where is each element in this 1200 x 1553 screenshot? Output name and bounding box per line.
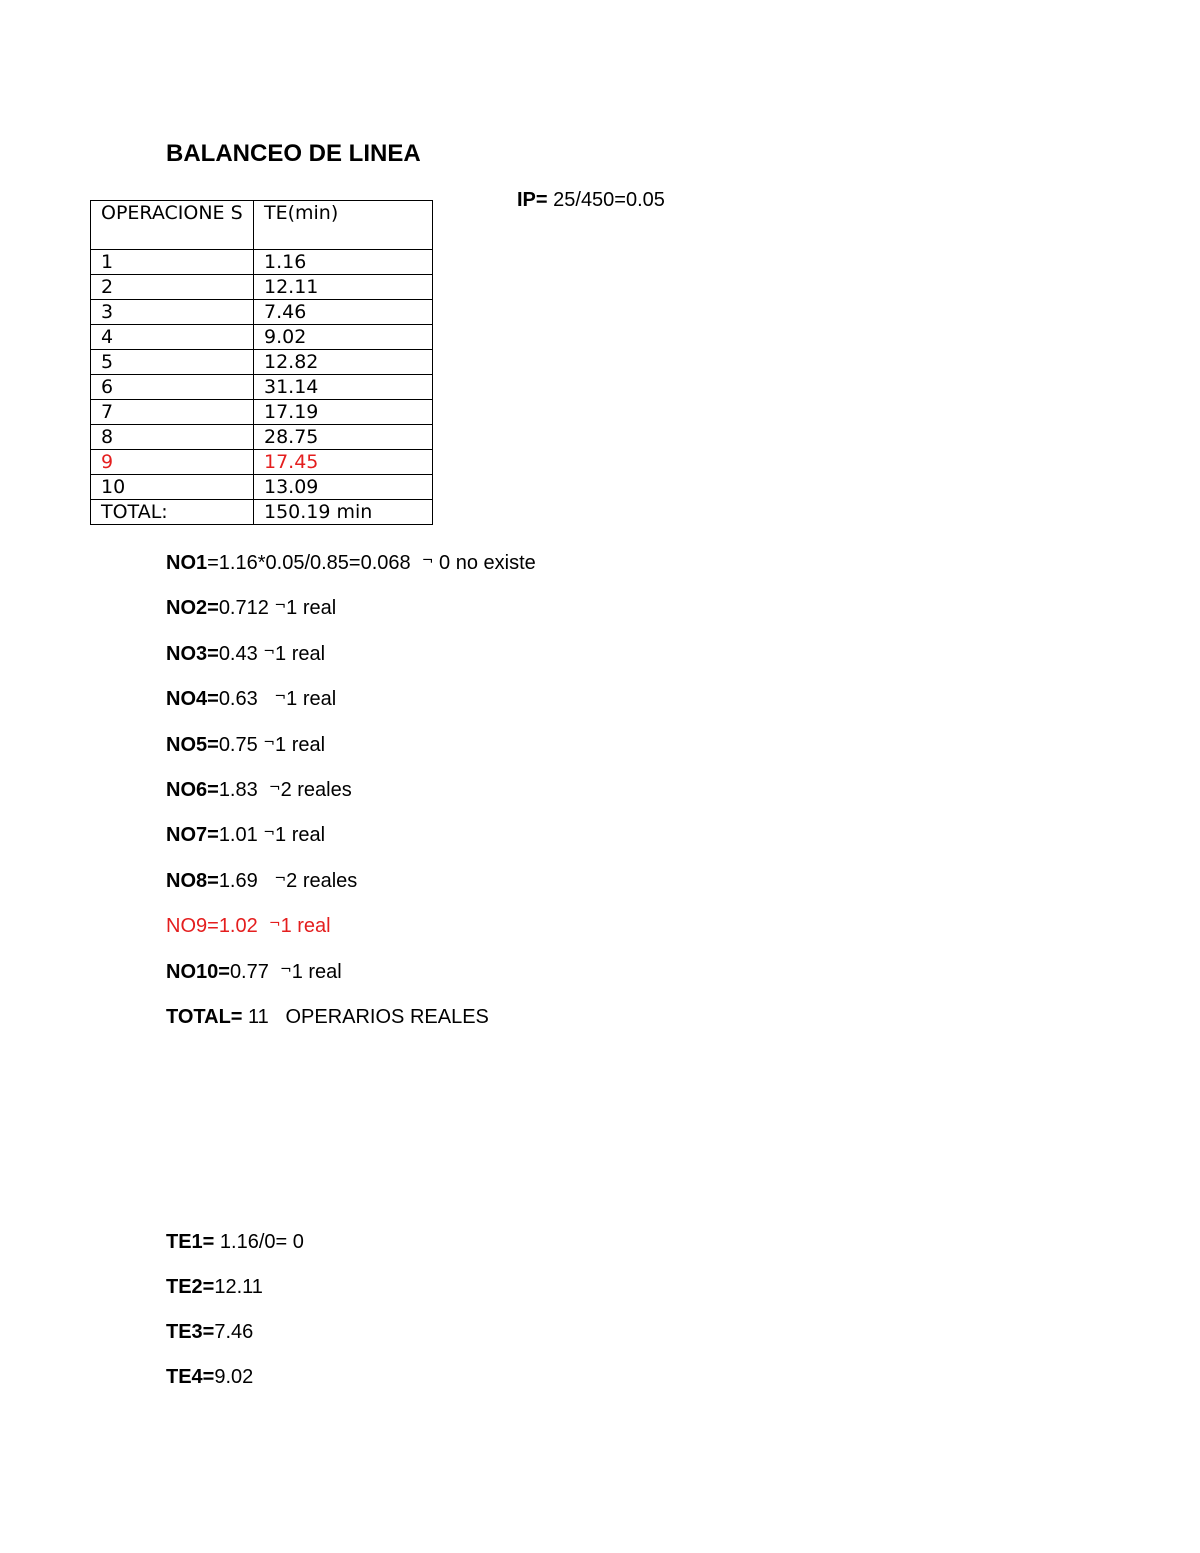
operator-value: 1.83 xyxy=(218,778,269,801)
arrow-icon: ¬ xyxy=(279,961,292,978)
page-title: BALANCEO DE LINEA xyxy=(166,140,421,167)
operator-label: NO5= xyxy=(166,733,219,756)
operator-line xyxy=(166,548,536,593)
operator-value: =1.16*0.05/0.85=0.068 xyxy=(207,552,422,574)
te-value: 12.11 xyxy=(214,1276,263,1298)
total-operators-label: TOTAL= xyxy=(166,1005,243,1028)
row-op: 4 xyxy=(91,325,254,350)
table-row xyxy=(91,275,433,300)
arrow-icon: ¬ xyxy=(263,825,276,842)
row-op: 9 xyxy=(91,450,254,475)
table-row xyxy=(91,325,433,350)
operator-line xyxy=(166,593,536,638)
arrow-icon: ¬ xyxy=(274,870,287,887)
row-op: 8 xyxy=(91,425,254,450)
te-value: 7.46 xyxy=(214,1321,254,1343)
total-line xyxy=(166,1002,536,1047)
operator-value: 0.75 xyxy=(218,733,264,756)
arrow-icon: ¬ xyxy=(268,779,281,796)
row-te: 17.45 xyxy=(254,450,433,475)
table-row xyxy=(91,350,433,375)
te-line xyxy=(166,1227,304,1272)
table-row-highlighted xyxy=(91,450,433,475)
operator-value: 0.43 xyxy=(218,642,264,665)
operator-line xyxy=(166,820,536,865)
operator-line xyxy=(166,957,536,1002)
operator-result: 1 real xyxy=(275,642,326,665)
row-te: 17.19 xyxy=(254,400,433,425)
table-row xyxy=(91,475,433,500)
table-total-row xyxy=(91,500,433,525)
header-te: TE(min) xyxy=(254,201,433,250)
operator-line xyxy=(166,866,536,911)
row-op: 3 xyxy=(91,300,254,325)
te-value: 9.02 xyxy=(214,1366,254,1388)
operator-line xyxy=(166,639,536,684)
operator-label: NO3= xyxy=(166,642,219,665)
row-op: 2 xyxy=(91,275,254,300)
operator-result: 1 real xyxy=(291,960,342,983)
operator-label: NO8= xyxy=(166,869,219,892)
operator-line xyxy=(166,730,536,775)
operator-value: 1.01 xyxy=(218,824,264,847)
operator-result: 1 real xyxy=(275,824,326,847)
row-te: 9.02 xyxy=(254,325,433,350)
total-operators-value: 11 OPERARIOS REALES xyxy=(242,1005,489,1028)
table-row xyxy=(91,425,433,450)
ip-value: 25/450=0.05 xyxy=(547,189,665,211)
total-label: TOTAL: xyxy=(91,500,254,525)
te-list xyxy=(166,1227,304,1407)
arrow-icon: ¬ xyxy=(263,734,276,751)
arrow-icon: ¬ xyxy=(421,553,434,569)
table-header-row xyxy=(91,201,433,250)
row-op: 7 xyxy=(91,400,254,425)
total-value: 150.19 min xyxy=(254,500,433,525)
ip-label: IP= xyxy=(517,189,548,211)
row-te: 31.14 xyxy=(254,375,433,400)
arrow-icon: ¬ xyxy=(263,643,276,660)
operator-result: 1 real xyxy=(286,597,337,620)
operator-label: NO7= xyxy=(166,824,219,847)
operator-label: NO6= xyxy=(166,778,219,801)
arrow-icon: ¬ xyxy=(268,916,281,933)
table-row xyxy=(91,300,433,325)
row-op: 10 xyxy=(91,475,254,500)
operator-label: NO2= xyxy=(166,597,219,620)
table-row xyxy=(91,250,433,275)
operator-line-highlighted xyxy=(166,911,536,956)
operator-label: NO9= xyxy=(166,915,219,938)
operator-result: 1 real xyxy=(286,688,337,711)
operator-value: 1.69 xyxy=(218,869,275,892)
operator-line xyxy=(166,775,536,820)
table-row xyxy=(91,375,433,400)
row-op: 5 xyxy=(91,350,254,375)
row-te: 28.75 xyxy=(254,425,433,450)
operator-value: 0.63 xyxy=(218,688,275,711)
operator-value: 0.77 xyxy=(229,960,280,983)
operator-line xyxy=(166,684,536,729)
te-label: TE2= xyxy=(166,1276,215,1298)
operator-label: NO4= xyxy=(166,688,219,711)
ip-formula xyxy=(517,189,665,212)
arrow-icon: ¬ xyxy=(274,689,287,706)
operator-result: 0 no existe xyxy=(433,552,536,574)
operator-value: 0.712 xyxy=(218,597,275,620)
arrow-icon: ¬ xyxy=(274,598,287,615)
operator-label: NO1 xyxy=(166,552,208,574)
operator-value: 1.02 xyxy=(218,915,269,938)
row-te: 13.09 xyxy=(254,475,433,500)
operator-result: 2 reales xyxy=(286,869,358,892)
te-line xyxy=(166,1362,304,1407)
operator-result: 1 real xyxy=(275,733,326,756)
te-label: TE3= xyxy=(166,1321,215,1343)
row-te: 7.46 xyxy=(254,300,433,325)
te-line xyxy=(166,1272,304,1317)
operator-result: 2 reales xyxy=(280,778,352,801)
row-te: 12.11 xyxy=(254,275,433,300)
te-label: TE4= xyxy=(166,1366,215,1388)
header-operaciones: OPERACIONE S xyxy=(91,201,254,250)
row-te: 1.16 xyxy=(254,250,433,275)
operator-label: NO10= xyxy=(166,960,230,983)
operator-result: 1 real xyxy=(280,915,331,938)
row-op: 1 xyxy=(91,250,254,275)
te-value: 1.16/0= 0 xyxy=(214,1231,304,1253)
operators-list xyxy=(166,548,536,1047)
row-te: 12.82 xyxy=(254,350,433,375)
te-line xyxy=(166,1317,304,1362)
table-row xyxy=(91,400,433,425)
te-label: TE1= xyxy=(166,1231,215,1253)
operations-table xyxy=(90,200,433,525)
row-op: 6 xyxy=(91,375,254,400)
